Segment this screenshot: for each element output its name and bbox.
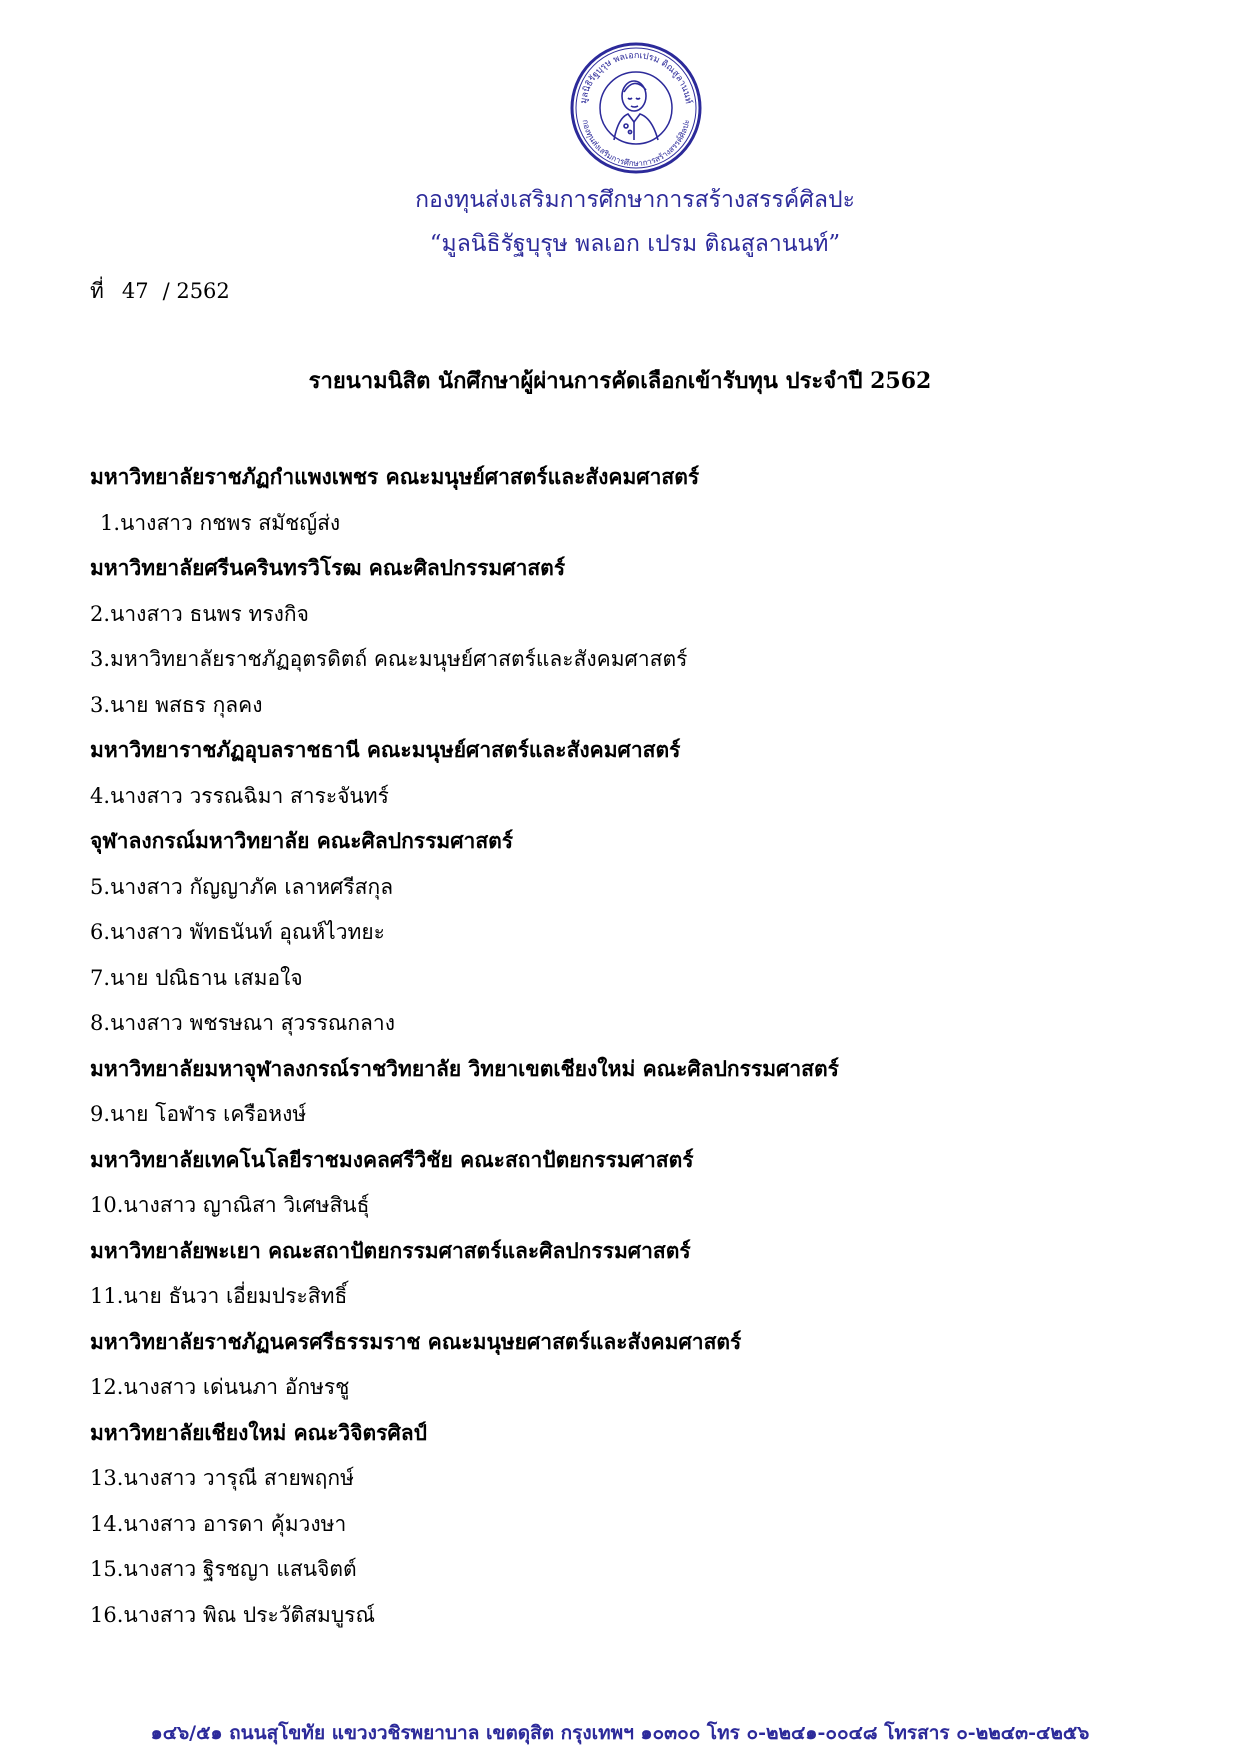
university-heading: มหาวิทยาลัยพะเยา คณะสถาปัตยกรรมศาสตร์และศิลปกรรมศาสตร์ — [90, 1237, 691, 1263]
portrait-icon — [614, 81, 658, 140]
seal-ring-bottom-text: กองทุนส่งเสริมการศึกษาการสร้างสรรค์ศิลปะ — [580, 118, 692, 169]
recipient-item: 3.มหาวิทยาลัยราชภัฏอุตรดิตถ์ คณะมนุษย์ศาสตร์และสังคมศาสตร์ — [90, 647, 688, 671]
document-title: รายนามนิสิต นักศึกษาผู้ผ่านการคัดเลือกเข้ารับทุน ประจำปี 2562 — [308, 368, 932, 394]
foundation-name: “มูลนิธิรัฐบุรุษ พลเอก เปรม ติณสูลานนท์” — [429, 231, 841, 257]
seal-ring-top-text: มูลนิธิรัฐบุรุษ พลเอกเปรม ติณสูลานนท์ — [579, 50, 693, 105]
university-heading: มหาวิทยาลัยราชภัฏกำแพงเพชร คณะมนุษย์ศาสตร์และสังคมศาสตร์ — [90, 464, 700, 489]
recipient-item: 16.นางสาว พิณ ประวัติสมบูรณ์ — [90, 1602, 375, 1627]
university-heading: จุฬาลงกรณ์มหาวิทยาลัย คณะศิลปกรรมศาสตร์ — [90, 828, 514, 853]
recipient-item: 1.นางสาว กชพร สมัชญ์ส่ง — [100, 510, 341, 535]
recipient-item: 3.นาย พสธร กุลคง — [90, 692, 263, 717]
organization-name: กองทุนส่งเสริมการศึกษาการสร้างสรรค์ศิลปะ — [415, 187, 855, 213]
university-heading: มหาวิทยาลัยเชียงใหม่ คณะวิจิตรศิลป์ — [90, 1419, 427, 1445]
recipient-list — [90, 462, 1190, 1645]
university-heading: มหาวิทยาลัยราชภัฏนครศรีธรรมราช คณะมนุษยศาสตร์และสังคมศาสตร์ — [90, 1328, 742, 1354]
university-heading: มหาวิทยาลัยมหาจุฬาลงกรณ์ราชวิทยาลัย วิทยาเขตเชียงใหม่ คณะศิลปกรรมศาสตร์ — [90, 1055, 839, 1081]
document-reference — [90, 276, 230, 306]
university-heading: มหาวิทยาลัยศรีนครินทรวิโรฒ คณะศิลปกรรมศาสตร์ — [90, 555, 566, 580]
recipient-item: 9.นาย โอฬาร เครือหงษ์ — [90, 1102, 307, 1126]
recipient-item: 10.นางสาว ญาณิสา วิเศษสินธุ์ — [90, 1193, 370, 1217]
reference-label: ที่ — [90, 279, 104, 303]
recipient-item: 15.นางสาว ฐิรชญา แสนจิตต์ — [90, 1557, 357, 1581]
recipient-item: 12.นางสาว เด่นนภา อักษรชู — [90, 1375, 350, 1399]
recipient-item: 14.นางสาว อารดา คุ้มวงษา — [90, 1511, 347, 1536]
recipient-item: 4.นางสาว วรรณฉิมา สาระจันทร์ — [90, 783, 389, 808]
reference-number: 47 — [121, 279, 149, 303]
recipient-item: 2.นางสาว ธนพร ทรงกิจ — [90, 601, 309, 626]
footer-address: ๑๔๖/๕๑ ถนนสุโขทัย แขวงวชิรพยาบาล เขตดุสิต กรุงเทพฯ ๑๐๓๐๐ โทร ๐-๒๒๔๑-๐๐๔๘ โทรสาร ๐-๒๒๔๓-๔๒๕๖ — [150, 1722, 1090, 1744]
recipient-item: 6.นางสาว พัทธนันท์ อุณห์ไวทยะ — [90, 920, 385, 944]
recipient-item: 7.นาย ปณิธาน เสมอใจ — [90, 965, 303, 990]
foundation-seal-icon — [568, 40, 704, 176]
recipient-item: 11.นาย ธันวา เอี่ยมประสิทธิ์ — [90, 1284, 348, 1308]
university-heading: มหาวิทยาราชภัฏอุบลราชธานี คณะมนุษย์ศาสตร์และสังคมศาสตร์ — [90, 737, 681, 762]
recipient-item: 8.นางสาว พชรษณา สุวรรณกลาง — [90, 1011, 395, 1035]
recipient-item: 5.นางสาว กัญญาภัค เลาหศรีสกุล — [90, 874, 394, 899]
reference-year: / 2562 — [162, 279, 230, 303]
recipient-item: 13.นางสาว วารุณี สายพฤกษ์ — [90, 1466, 354, 1490]
university-heading: มหาวิทยาลัยเทคโนโลยีราชมงคลศรีวิชัย คณะสถาปัตยกรรมศาสตร์ — [90, 1146, 694, 1172]
